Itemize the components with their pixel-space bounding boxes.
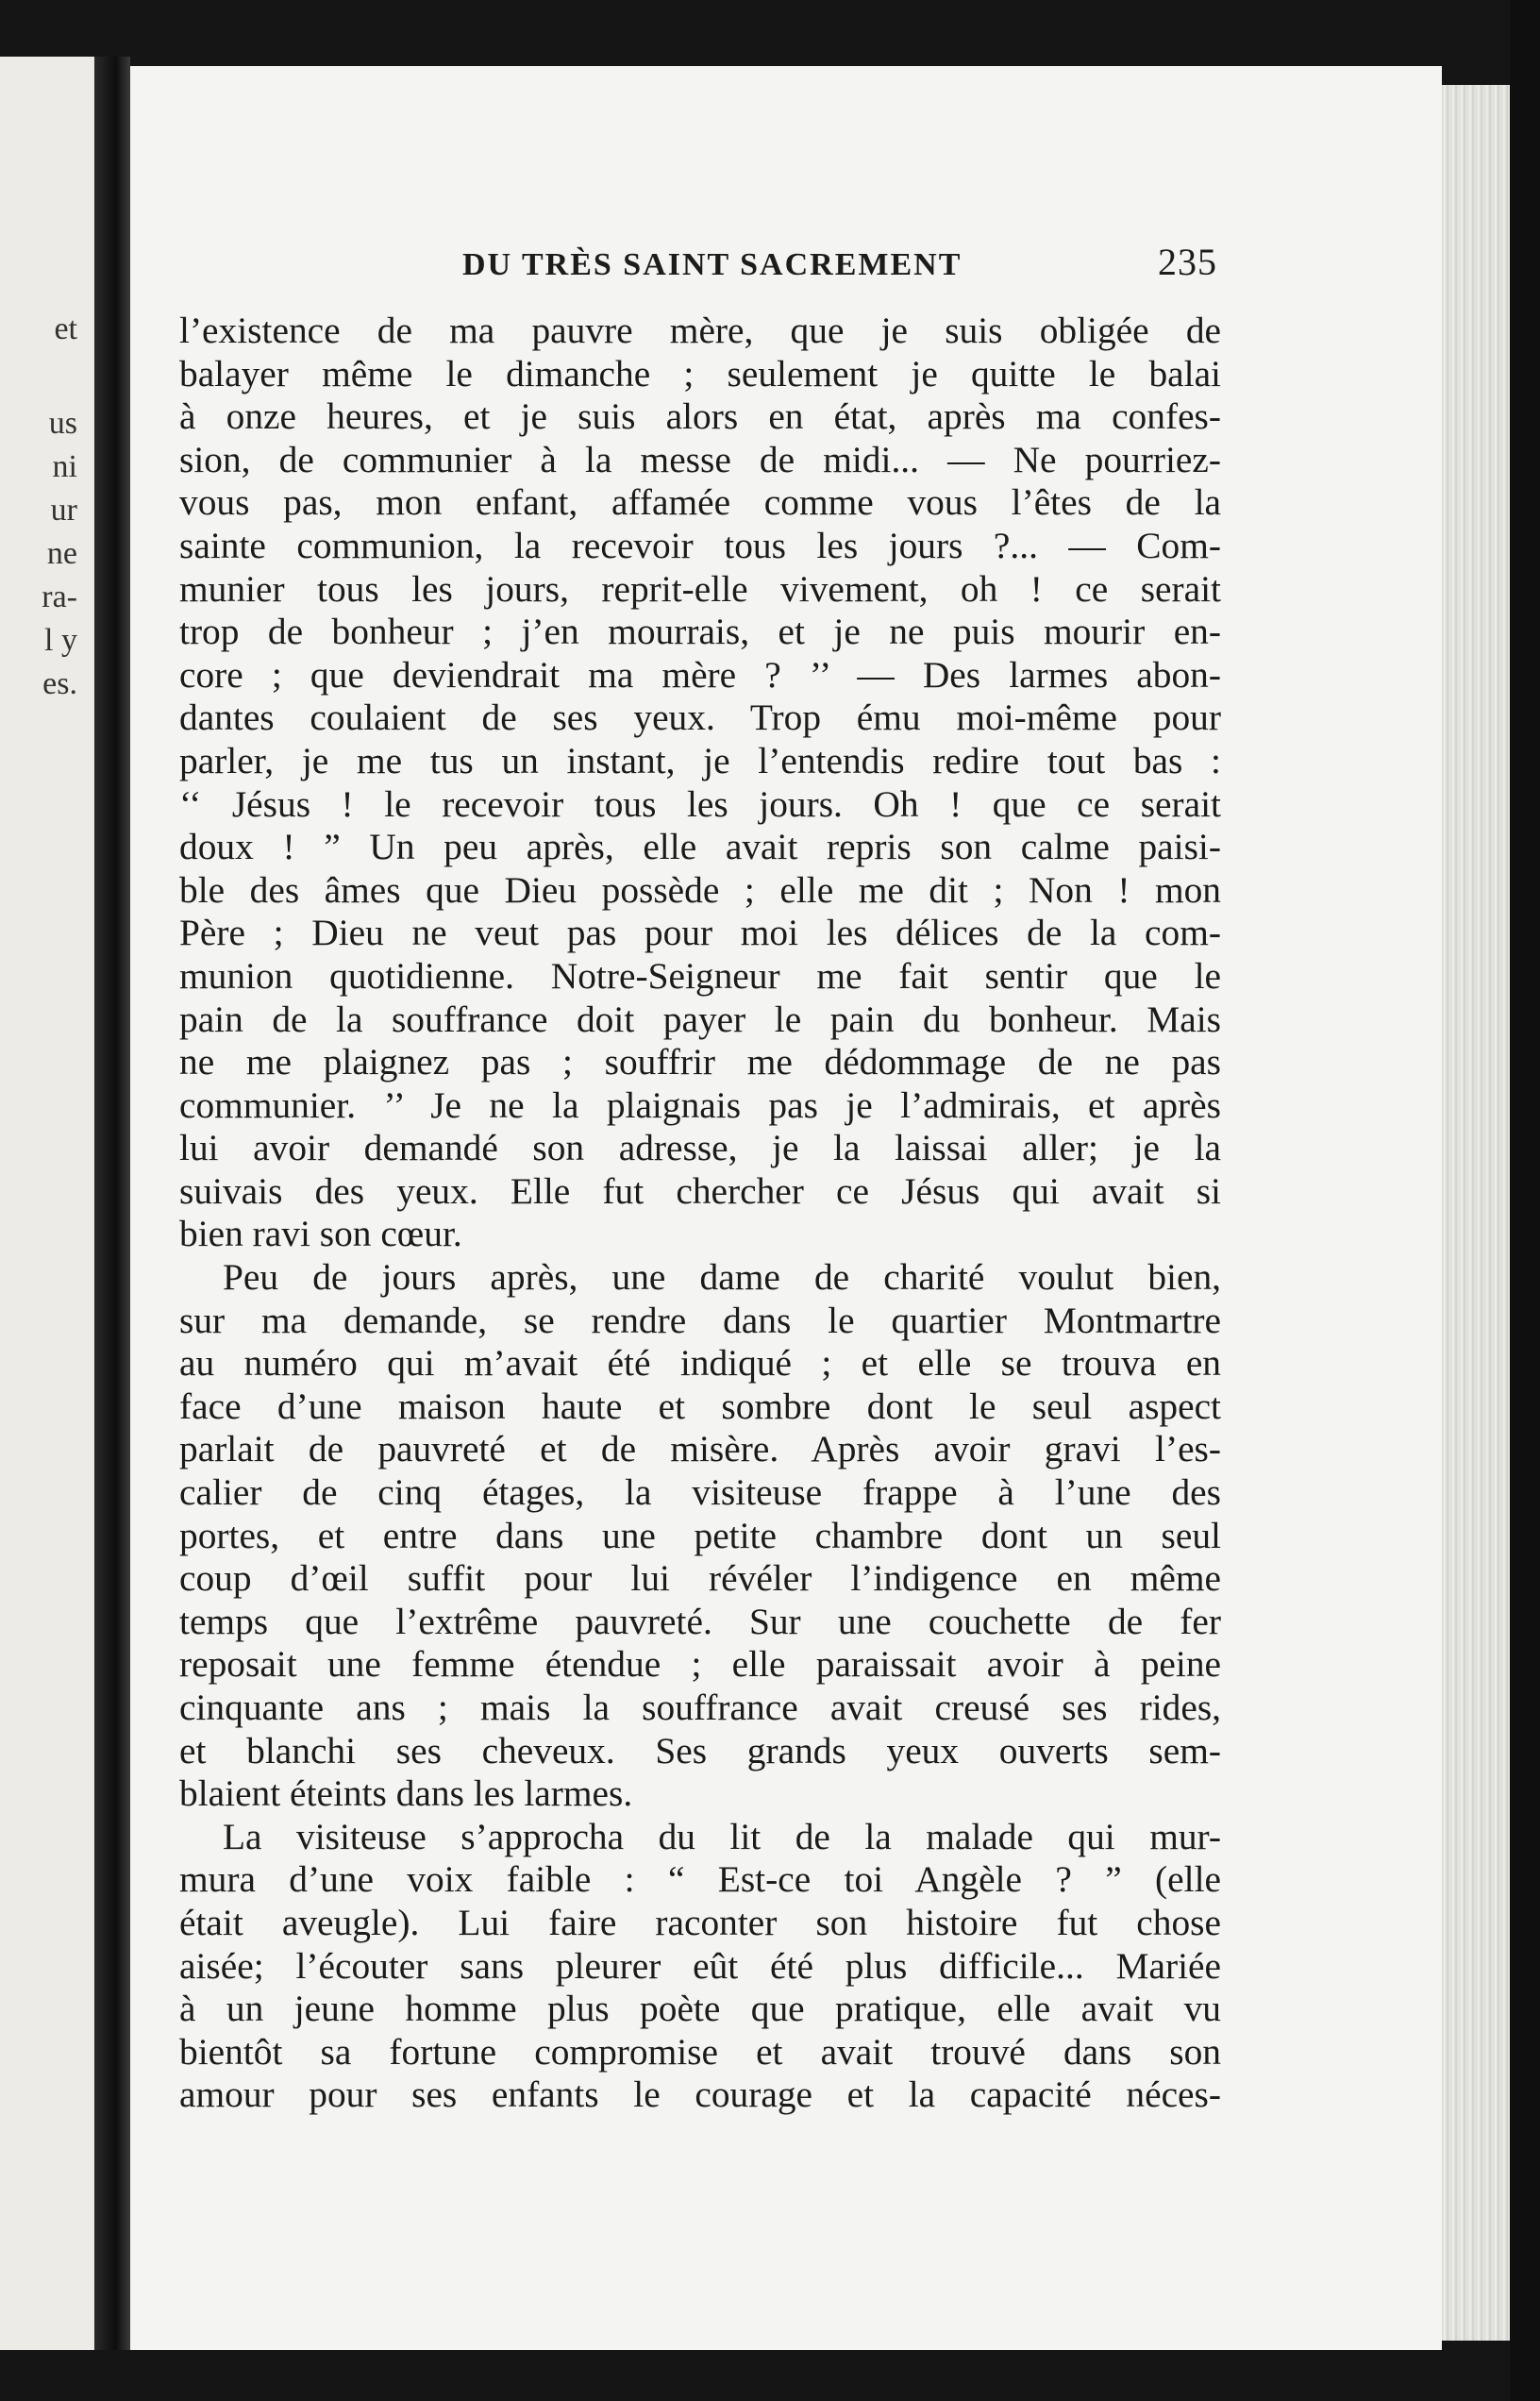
running-head: DU TRÈS SAINT SACREMENT [462,247,962,282]
text-line: l’existence de ma pauvre mère, que je suis obligée de [179,310,1221,351]
text-line: La visiteuse s’approcha du lit de la malade qui mur- [223,1815,1221,1857]
text-line: core ; que deviendrait ma mère ? ’’ — Des larmes abon- [179,653,1221,696]
text-line: dantes coulaient de ses yeux. Trop ému moi-même pour [179,697,1221,739]
text-line: Père ; Dieu ne veut pas pour moi les délices de la com- [179,912,1221,954]
text-line: sur ma demande, se rendre dans le quartier Montmartre [179,1299,1221,1341]
scan-border-right [1510,0,1540,2401]
facing-page-edge [0,57,94,2350]
text-line: munier tous les jours, reprit-elle vivement, oh ! ce serait [179,567,1221,610]
book-gutter [94,57,130,2350]
text-line: communier. ’’ Je ne la plaignais pas je l’admirais, et après [179,1083,1221,1126]
text-line: calier de cinq étages, la visiteuse frappe à l’une des [179,1471,1221,1514]
text-line: portes, et entre dans une petite chambre dont un seul [179,1514,1221,1556]
text-line: ble des âmes que Dieu possède ; elle me dit ; Non ! mon [179,868,1221,911]
facing-page-fragment: es. [42,666,77,701]
text-line: amour pour ses enfants le courage et la capacité néces- [179,2074,1221,2116]
page-stack-edges [1442,85,1510,2341]
text-line: coup d’œil suffit pour lui révéler l’indigence en même [179,1557,1221,1600]
facing-page-fragment: ne [46,536,77,571]
text-line: suivais des yeux. Elle fut chercher ce Jésus qui avait si [179,1169,1221,1212]
text-line: doux ! ” Un peu après, elle avait repris son calme paisi- [179,826,1221,868]
text-line: à onze heures, et je suis alors en état, après ma confes- [179,395,1221,438]
text-line: au numéro qui m’avait été indiqué ; et elle se trouva en [179,1342,1221,1385]
text-line: aisée; l’écouter sans pleurer eût été plus difficile... Mariée [179,1944,1221,1987]
body-text [179,310,1221,2117]
page-header [462,240,1217,287]
text-line: bientôt sa fortune compromise et avait trouvé dans son [179,2030,1221,2073]
text-line: sainte communion, la recevoir tous les jours ?... — Com- [179,524,1221,566]
text-line: lui avoir demandé son adresse, je la laissai aller; je la [179,1127,1221,1169]
text-line: vous pas, mon enfant, affamée comme vous l’êtes de la [179,481,1221,524]
text-line: à un jeune homme plus poète que pratique, elle avait vu [179,1988,1221,2030]
text-line: ne me plaignez pas ; souffrir me dédommage de ne pas [179,1041,1221,1083]
text-line: bien ravi son cœur. [179,1213,462,1255]
text-line: était aveugle). Lui faire raconter son histoire fut chose [179,1901,1221,1943]
text-line: sion, de communier à la messe de midi... — Ne pourriez- [179,438,1221,480]
text-line: balayer même le dimanche ; seulement je quitte le balai [179,352,1221,395]
text-line: blaient éteints dans les larmes. [179,1772,633,1815]
text-line: pain de la souffrance doit payer le pain du bonheur. Mais [179,998,1221,1040]
text-line: parler, je me tus un instant, je l’entendis redire tout bas : [179,739,1221,781]
text-line: cinquante ans ; mais la souffrance avait creusé ses rides, [179,1687,1221,1728]
text-line: parlait de pauvreté et de misère. Après avoir gravi l’es- [179,1428,1221,1470]
text-line: reposait une femme étendue ; elle paraissait avoir à peine [179,1643,1221,1686]
text-line: Peu de jours après, une dame de charité voulut bien, [223,1256,1221,1299]
text-line: trop de bonheur ; j’en mourrais, et je ne puis mourir en- [179,611,1221,653]
facing-page-fragment: et [54,311,77,346]
facing-page-fragment: l y [44,623,77,658]
text-line: mura d’une voix faible : “ Est-ce toi Angèle ? ” (elle [179,1858,1221,1901]
text-line: et blanchi ses cheveux. Ses grands yeux ouverts sem- [179,1729,1221,1771]
text-line: face d’une maison haute et sombre dont le seul aspect [179,1385,1221,1427]
text-line: temps que l’extrême pauvreté. Sur une couchette de fer [179,1600,1221,1642]
facing-page-fragment: us [48,406,77,441]
facing-page-fragment: ni [52,449,77,484]
facing-page-fragment: ur [50,493,77,528]
page-number: 235 [1158,241,1217,283]
facing-page-fragment: ra- [42,579,77,614]
text-line: ‘‘ Jésus ! le recevoir tous les jours. Oh ! que ce serait [179,782,1221,825]
text-line: munion quotidienne. Notre-Seigneur me fait sentir que le [179,954,1221,997]
